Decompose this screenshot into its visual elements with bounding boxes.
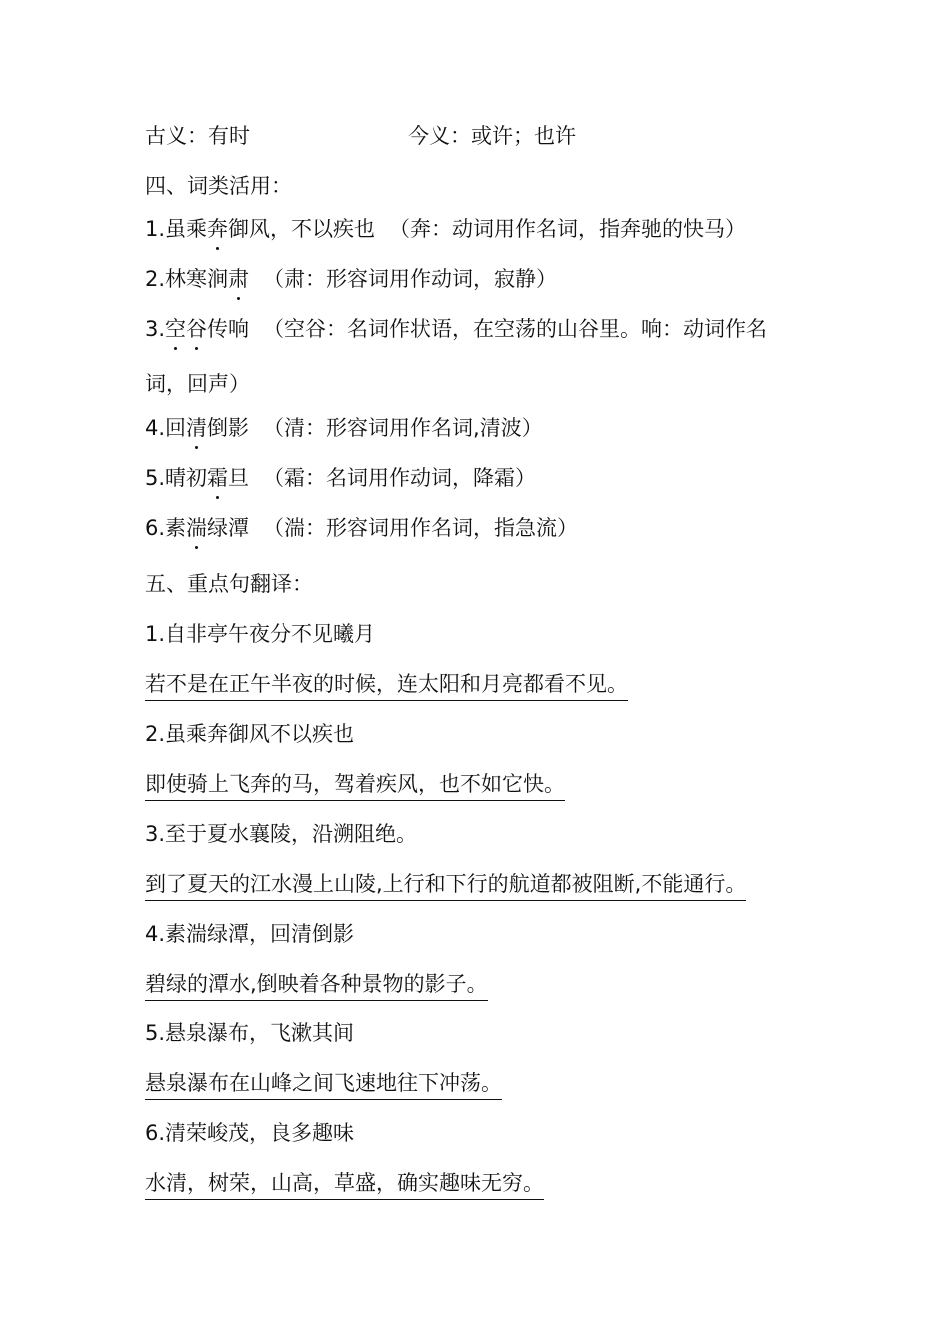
- section5-translation-2: [145, 770, 565, 801]
- item-note: （肃：形容词用作动词，寂静）: [263, 267, 558, 291]
- meaning-line: [145, 122, 576, 150]
- section5-source-5: 5.悬泉瀑布，飞漱其间: [145, 1021, 355, 1045]
- dotted-char: 清: [186, 416, 208, 440]
- dotted-char: 霜: [207, 466, 229, 490]
- ancient-meaning: 古义：有时: [145, 124, 250, 148]
- dotted-char: 谷: [186, 317, 208, 341]
- section4-heading: 四、词类活用：: [145, 174, 292, 198]
- section5-source-3: 3.至于夏水襄陵，沿溯阻绝。: [145, 822, 418, 846]
- section5-translation-1: [145, 670, 628, 701]
- section4-item-5: 5.晴初霜旦 （霜：名词用作动词，降霜）: [145, 466, 537, 490]
- section5-source-1: 1.自非亭午夜分不见曦月: [145, 622, 376, 646]
- section4-item-3-cont: 词，回声）: [145, 372, 250, 396]
- underlined-translation: 碧绿的潭水,倒映着各种景物的影子。: [145, 970, 488, 1001]
- section5-translation-5: [145, 1069, 502, 1100]
- underlined-translation: 即使骑上飞奔的马，驾着疾风，也不如它快。: [145, 770, 565, 801]
- dotted-char: 空: [165, 317, 187, 341]
- section4-item-6: 6.素湍绿潭 （湍：形容词用作名词，指急流）: [145, 516, 579, 540]
- dotted-char: 奔: [207, 217, 229, 241]
- item-note: （霜：名词用作动词，降霜）: [263, 466, 537, 490]
- dotted-char: 湍: [186, 516, 208, 540]
- underlined-translation: 到了夏天的江水漫上山陵,上行和下行的航道都被阻断,不能通行。: [145, 870, 746, 901]
- section4-item-3: 3.空谷传响 （空谷：名词作状语，在空荡的山谷里。响：动词作名: [145, 317, 768, 341]
- underlined-translation: 悬泉瀑布在山峰之间飞速地往下冲荡。: [145, 1069, 502, 1100]
- section5-translation-4: [145, 970, 488, 1001]
- section4-item-2: 2.林寒涧肃 （肃：形容词用作动词，寂静）: [145, 267, 558, 291]
- section5-source-6: 6.清荣峻茂，良多趣味: [145, 1121, 355, 1145]
- item-note: （奔：动词用作名词，指奔驰的快马）: [389, 217, 747, 241]
- item-note: （湍：形容词用作名词，指急流）: [263, 516, 579, 540]
- section5-heading: 五、重点句翻译：: [145, 572, 313, 596]
- section5-translation-3: [145, 870, 746, 901]
- modern-meaning: 今义：或许；也许: [408, 124, 576, 148]
- underlined-translation: 若不是在正午半夜的时候，连太阳和月亮都看不见。: [145, 670, 628, 701]
- item-note: （清：形容词用作名词,清波）: [263, 416, 543, 440]
- section5-translation-6: [145, 1169, 544, 1200]
- section5-source-4: 4.素湍绿潭，回清倒影: [145, 922, 355, 946]
- section4-item-4: 4.回清倒影 （清：形容词用作名词,清波）: [145, 416, 543, 440]
- underlined-translation: 水清，树荣，山高，草盛，确实趣味无穷。: [145, 1169, 544, 1200]
- item-note: （空谷：名词作状语，在空荡的山谷里。响：动词作名: [263, 317, 768, 341]
- section5-source-2: 2.虽乘奔御风不以疾也: [145, 722, 355, 746]
- dotted-char: 肃: [228, 267, 250, 291]
- section4-item-1: 1.虽乘奔御风，不以疾也 （奔：动词用作名词，指奔驰的快马）: [145, 217, 747, 241]
